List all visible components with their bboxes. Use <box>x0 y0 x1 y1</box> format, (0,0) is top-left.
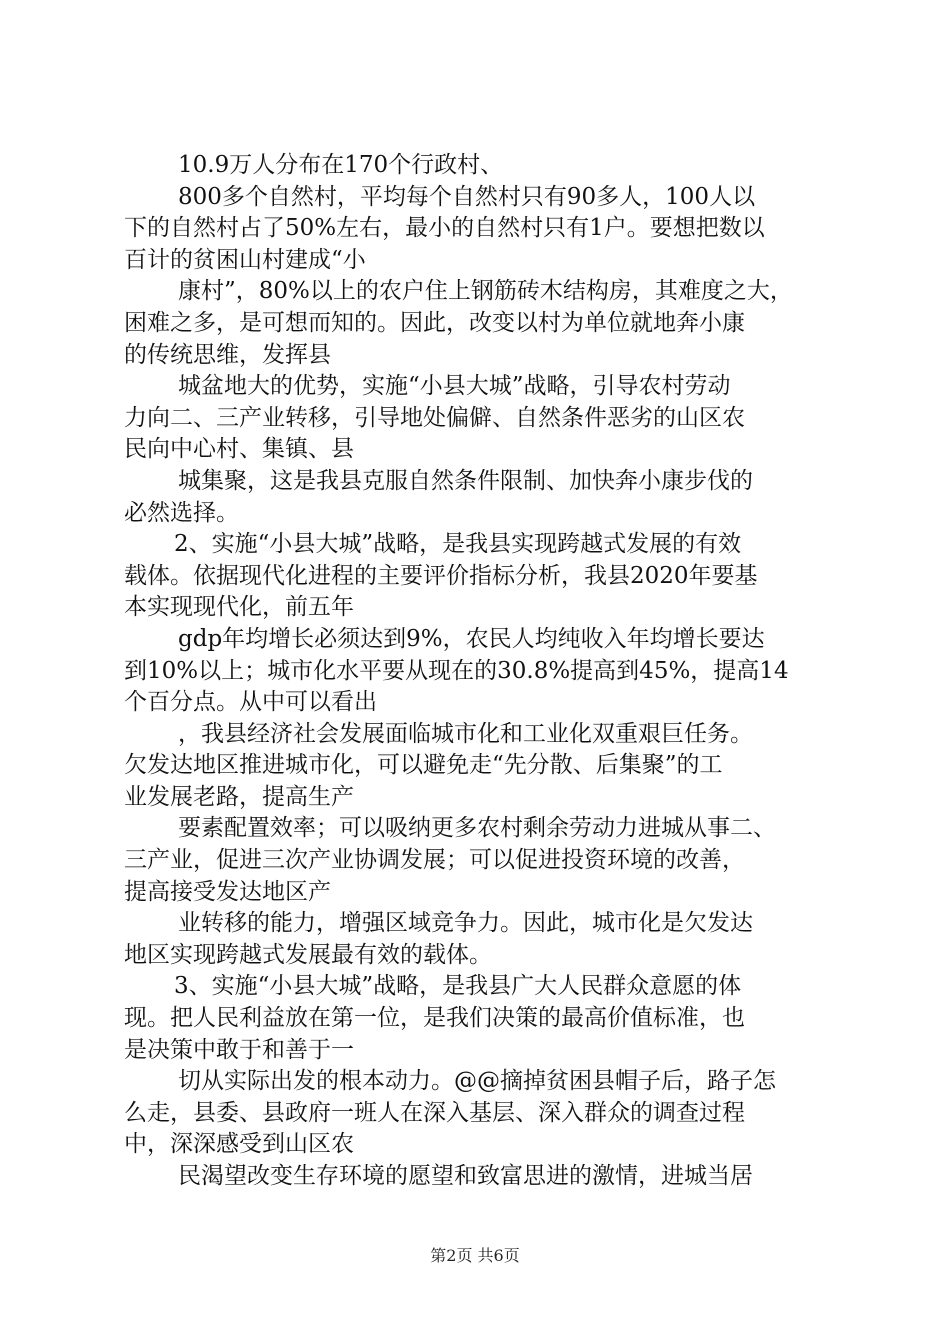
text-line: 百计的贫困山村建成“小 <box>124 246 366 273</box>
text-line: 2、实施“小县大城”战略，是我县实现跨越式发展的有效 <box>174 531 742 558</box>
text-line: 提高接受发达地区产 <box>124 878 331 905</box>
body-text <box>124 150 834 1193</box>
text-line: 业发展老路，提高生产 <box>124 783 354 810</box>
text-line: 是决策中敢于和善于一 <box>124 1036 354 1063</box>
text-line: 10.9万人分布在170个行政村、 <box>178 152 504 178</box>
text-line: 个百分点。从中可以看出 <box>124 689 377 716</box>
text-line: 切从实际出发的根本动力。@@摘掉贫困县帽子后，路子怎 <box>178 1068 776 1095</box>
text-line: 困难之多，是可想而知的。因此，改变以村为单位就地奔小康 <box>124 309 745 336</box>
text-line: 力向二、三产业转移，引导地处偏僻、自然条件恶劣的山区农 <box>124 404 745 431</box>
text-line: 800多个自然村，平均每个自然村只有90多人，100人以 <box>178 183 756 210</box>
text-line: 到10%以上；城市化水平要从现在的30.8%提高到45%，提高14 <box>124 657 789 684</box>
text-line: 3、实施“小县大城”战略，是我县广大人民群众意愿的体 <box>174 973 742 1000</box>
text-line: 业转移的能力，增强区域竞争力。因此，城市化是欠发达 <box>178 910 753 937</box>
text-line: gdp年均增长必须达到9%，农民人均纯收入年均增长要达 <box>178 625 765 652</box>
text-line: 康村”，80%以上的农户住上钢筋砖木结构房，其难度之大， <box>178 278 793 305</box>
text-line: 民渴望改变生存环境的愿望和致富思进的激情，进城当居 <box>178 1163 753 1189</box>
text-line: 现。把人民利益放在第一位，是我们决策的最高价值标准，也 <box>124 1005 745 1032</box>
text-line: 必然选择。 <box>124 499 239 526</box>
text-line: 欠发达地区推进城市化，可以避免走“先分散、后集聚”的工 <box>124 752 723 779</box>
text-line: 的传统思维，发挥县 <box>124 341 331 368</box>
text-line: 本实现现代化，前五年 <box>124 594 354 621</box>
text-line: 城盆地大的优势，实施“小县大城”战略，引导农村劳动 <box>178 373 731 400</box>
text-line: 中，深深感受到山区农 <box>124 1131 354 1158</box>
text-line: 城集聚，这是我县克服自然条件限制、加快奔小康步伐的 <box>178 467 753 494</box>
text-line: 三产业，促进三次产业协调发展；可以促进投资环境的改善， <box>124 847 745 874</box>
text-line: 下的自然村占了50%左右，最小的自然村只有1户。要想把数以 <box>124 215 765 242</box>
text-line: 要素配置效率；可以吸纳更多农村剩余劳动力进城从事二、 <box>178 815 776 842</box>
text-line: 载体。依据现代化进程的主要评价指标分析，我县2020年要基 <box>124 562 758 589</box>
page-number-footer: 第2页 共6页 <box>430 1246 520 1265</box>
text-line: 地区实现跨越式发展最有效的载体。 <box>124 941 492 968</box>
text-line: 民向中心村、集镇、县 <box>124 436 354 463</box>
text-line: ，我县经济社会发展面临城市化和工业化双重艰巨任务。 <box>178 720 753 747</box>
text-line: 么走，县委、县政府一班人在深入基层、深入群众的调查过程 <box>124 1099 745 1126</box>
